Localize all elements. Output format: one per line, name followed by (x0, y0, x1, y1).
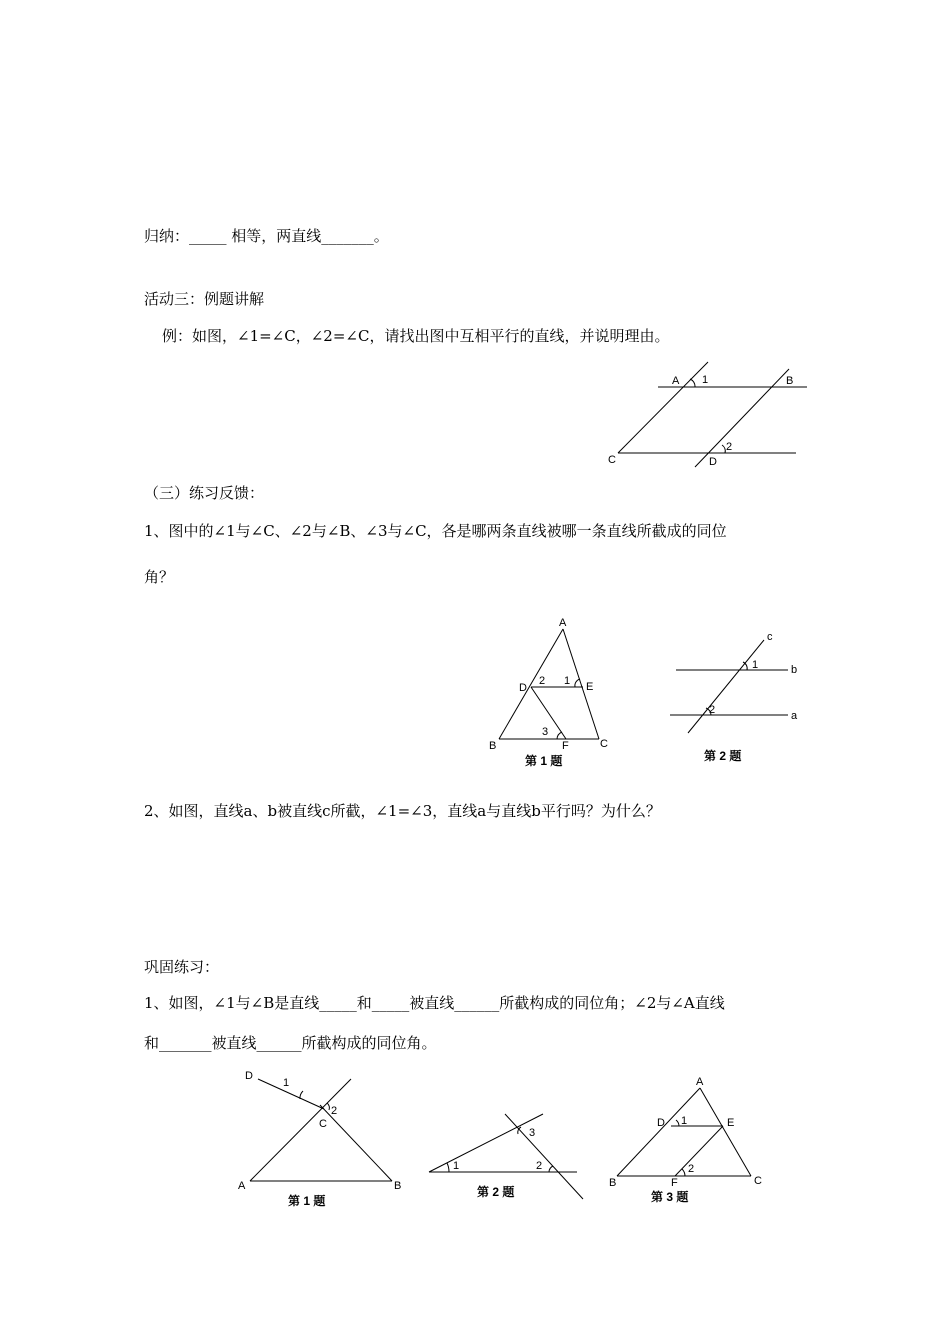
example-figure (600, 355, 815, 475)
label-F: F (671, 1177, 678, 1189)
caption: 第 3 题 (651, 1190, 689, 1204)
side-ac (700, 1088, 751, 1176)
practice-q2: 2、如图，直线a、b被直线c所截，∠1=∠3，直线a与直线b平行吗？为什么？ (144, 802, 661, 820)
label-D: D (245, 1070, 253, 1082)
caption: 第 2 题 (477, 1185, 515, 1199)
angle-1-arc (743, 662, 747, 670)
label-C: C (319, 1118, 327, 1130)
angle-2-arc (549, 1166, 553, 1172)
side-ab (499, 629, 563, 739)
label-A: A (238, 1180, 246, 1192)
activity3-title: 活动三：例题讲解 (144, 290, 265, 308)
label-3: 3 (529, 1127, 536, 1139)
segment-df (531, 687, 566, 739)
label-1: 1 (283, 1077, 290, 1089)
label-3: 3 (542, 726, 549, 738)
label-C: C (754, 1175, 762, 1187)
line-bd (695, 369, 789, 467)
label-2: 2 (688, 1163, 695, 1175)
label-c: c (767, 631, 773, 643)
angle-1-arc (300, 1091, 303, 1099)
example-text: 例：如图，∠1=∠C，∠2=∠C，请找出图中互相平行的直线，并说明理由。 (162, 327, 670, 345)
consolidate-q1-line1: 1、如图，∠1与∠B是直线_____和_____被直线______所截构成的同位角；∠2与∠A直线 (144, 994, 725, 1012)
practice-q1-line2: 角？ (144, 568, 175, 586)
label-B: B (489, 740, 497, 752)
consolidate-q1-line2: 和_______被直线______所截构成的同位角。 (144, 1034, 437, 1052)
label-2: 2 (539, 675, 546, 687)
line-c (688, 640, 764, 733)
caption: 第 2 题 (704, 749, 742, 763)
label-D: D (709, 456, 717, 468)
summary-text: 归纳：_____ 相等，两直线_______。 (144, 227, 389, 245)
consolidate-figure-2 (425, 1110, 590, 1210)
label-D: D (519, 682, 527, 694)
label-D: D (657, 1117, 665, 1129)
angle-2-arc (722, 445, 725, 453)
label-a: a (791, 710, 798, 722)
consolidate-title: 巩固练习： (144, 958, 220, 976)
angle-1-arc (447, 1163, 449, 1172)
angle-3-arc (557, 732, 562, 739)
label-b: b (791, 664, 798, 676)
label-C: C (608, 454, 616, 466)
label-B: B (609, 1177, 617, 1189)
label-1: 1 (681, 1115, 688, 1127)
label-B: B (786, 375, 794, 387)
label-2: 2 (726, 441, 733, 453)
label-E: E (586, 681, 594, 693)
label-C: C (600, 738, 608, 750)
segment-fe (675, 1126, 723, 1176)
caption: 第 1 题 (288, 1194, 326, 1208)
label-2: 2 (536, 1160, 543, 1172)
practice-figure-1 (485, 615, 615, 775)
label-2: 2 (709, 704, 716, 716)
label-1: 1 (453, 1160, 460, 1172)
practice-q1-line1: 1、图中的∠1与∠C、∠2与∠B、∠3与∠C，各是哪两条直线被哪一条直线所截成的同位 (144, 522, 727, 540)
line-ac (618, 362, 708, 453)
transversal (505, 1114, 583, 1199)
label-2: 2 (331, 1105, 338, 1117)
label-1: 1 (752, 659, 759, 671)
consolidate-figure-3 (605, 1074, 770, 1214)
consolidate-figure-1 (230, 1063, 410, 1213)
label-1: 1 (564, 675, 571, 687)
practice-figure-2 (660, 628, 810, 773)
practice-title: （三）练习反馈： (144, 484, 265, 502)
label-A: A (672, 375, 680, 387)
angle-2-arc (682, 1169, 685, 1176)
label-F: F (562, 740, 569, 752)
label-A: A (559, 617, 567, 629)
label-A: A (696, 1076, 704, 1088)
angle-1-arc (676, 1120, 679, 1126)
upper-line (429, 1114, 543, 1172)
angle-2-arc (327, 1103, 329, 1110)
line-dc (258, 1079, 324, 1109)
label-1: 1 (702, 374, 709, 386)
caption: 第 1 题 (525, 754, 563, 768)
label-E: E (727, 1117, 735, 1129)
label-B: B (394, 1180, 402, 1192)
angle-1-arc (690, 379, 695, 387)
